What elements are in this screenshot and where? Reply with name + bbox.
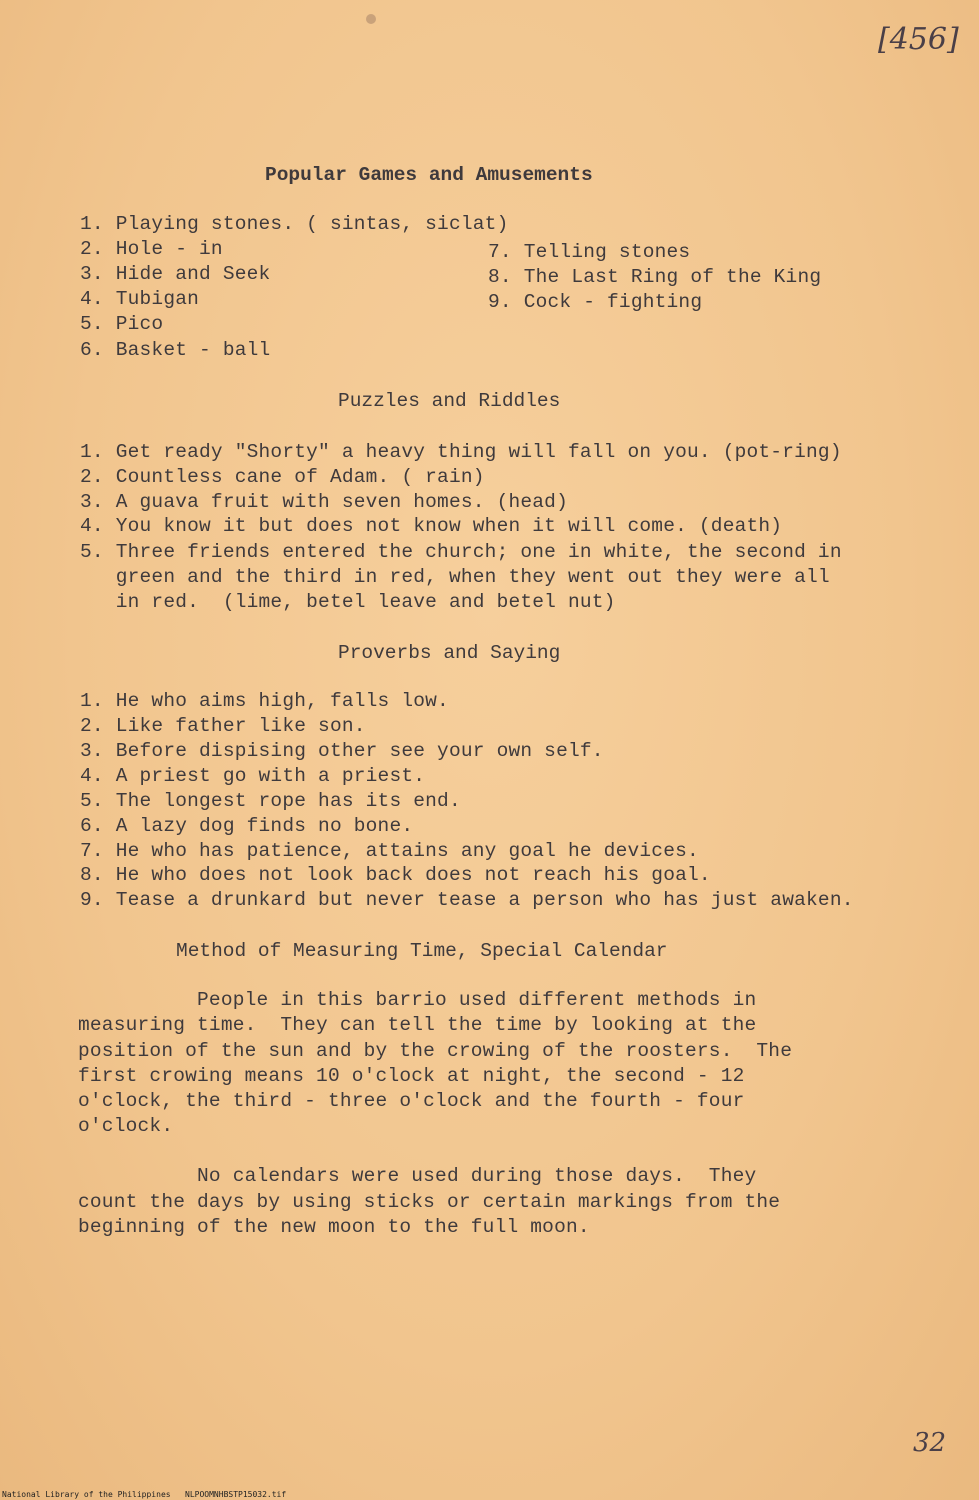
proverb-line: 5. The longest rope has its end. (80, 790, 461, 812)
scan-footer (2, 1490, 286, 1500)
games-item: 2. Hole - in (80, 238, 223, 260)
section-title-time: Method of Measuring Time, Special Calendar (176, 940, 668, 962)
page-mark: [456] (878, 22, 959, 57)
games-item: 8. The Last Ring of the King (488, 266, 822, 288)
proverb-line: 7. He who has patience, attains any goal he devices. (80, 840, 699, 862)
games-item: 6. Basket - ball (80, 339, 271, 361)
time-paragraph-line: o'clock, the third - three o'clock and the fourth - four (78, 1090, 745, 1112)
footer-source: National Library of the Philippines (2, 1490, 171, 1499)
section-title-proverbs: Proverbs and Saying (338, 642, 561, 664)
page-number: 32 (913, 1428, 947, 1458)
proverb-line: 6. A lazy dog finds no bone. (80, 815, 414, 837)
riddle-line: 2. Countless cane of Adam. ( rain) (80, 466, 485, 488)
riddle-line: 1. Get ready "Shorty" a heavy thing will fall on you. (pot-ring) (80, 441, 842, 463)
riddle-line: 5. Three friends entered the church; one in white, the second in (80, 541, 842, 563)
section-title-riddles: Puzzles and Riddles (338, 390, 561, 412)
proverb-line: 3. Before dispising other see your own self. (80, 740, 604, 762)
games-item: 5. Pico (80, 313, 164, 335)
riddle-line: 3. A guava fruit with seven homes. (head) (80, 491, 568, 513)
section-title-games: Popular Games and Amusements (265, 164, 593, 186)
proverb-line: 4. A priest go with a priest. (80, 765, 426, 787)
games-item: 7. Telling stones (488, 241, 691, 263)
games-item: 1. Playing stones. ( sintas, siclat) (80, 213, 509, 235)
proverb-line: 1. He who aims high, falls low. (80, 690, 449, 712)
games-item: 3. Hide and Seek (80, 263, 271, 285)
time-paragraph-line: measuring time. They can tell the time by looking at the (78, 1014, 757, 1036)
time-paragraph-line: People in this barrio used different methods in (78, 989, 757, 1011)
riddle-line: green and the third in red, when they went out they were all (80, 566, 830, 588)
time-paragraph-line: first crowing means 10 o'clock at night, the second - 12 (78, 1065, 745, 1087)
footer-file: NLPOOMNHBSTP15032.tif (185, 1490, 287, 1499)
proverb-line: 2. Like father like son. (80, 715, 366, 737)
time-paragraph-line: beginning of the new moon to the full moon. (78, 1216, 590, 1238)
time-paragraph-line: position of the sun and by the crowing of the roosters. The (78, 1040, 793, 1062)
games-item: 9. Cock - fighting (488, 291, 703, 313)
paper-stain (366, 14, 376, 24)
proverb-line: 9. Tease a drunkard but never tease a person who has just awaken. (80, 889, 854, 911)
time-paragraph-line: o'clock. (78, 1115, 174, 1137)
games-item: 4. Tubigan (80, 288, 200, 310)
riddle-line: 4. You know it but does not know when it will come. (death) (80, 515, 783, 537)
time-paragraph-line: count the days by using sticks or certain markings from the (78, 1191, 781, 1213)
time-paragraph-line: No calendars were used during those days. They (78, 1165, 757, 1187)
riddle-line: in red. (lime, betel leave and betel nut) (80, 591, 616, 613)
proverb-line: 8. He who does not look back does not reach his goal. (80, 864, 711, 886)
